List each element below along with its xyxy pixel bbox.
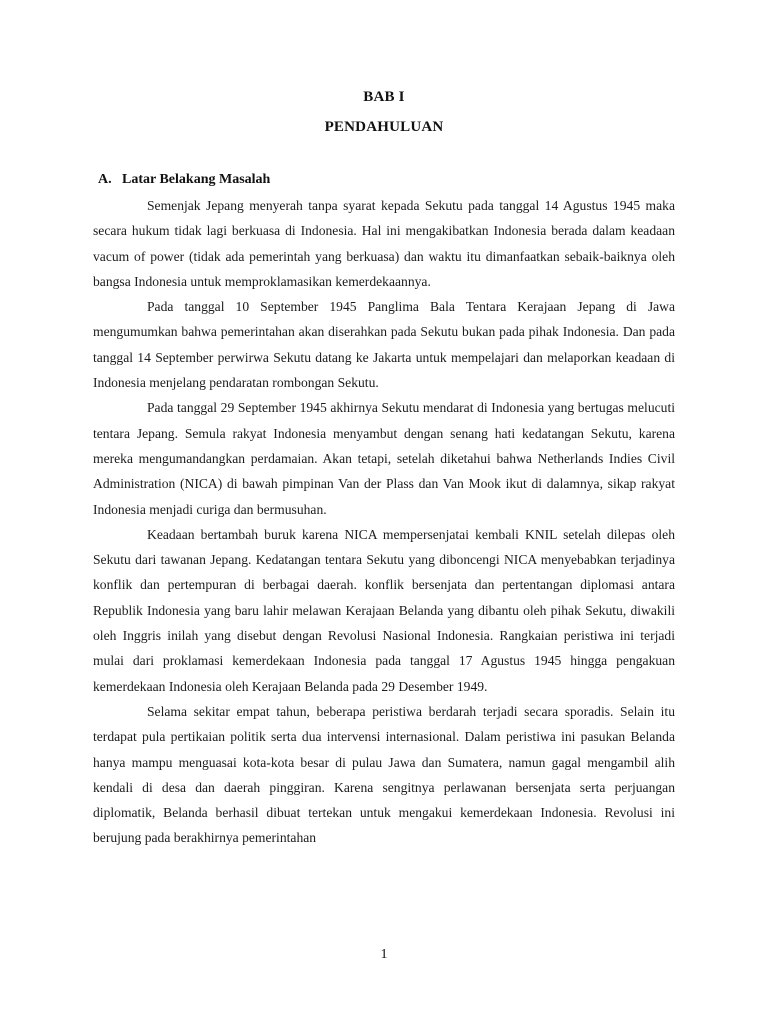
body-text [93, 193, 675, 851]
section-title: Latar Belakang Masalah [122, 172, 271, 187]
paragraph: Semenjak Jepang menyerah tanpa syarat kepada Sekutu pada tanggal 14 Agustus 1945 maka secara hukum tidak lagi berkuasa di Indonesia. Hal ini mengakibatkan Indonesia berada dalam keadaan vacum of power (tidak ada pemerintah yang berkuasa) dan waktu itu dimanfaatkan sebaik-baiknya oleh bangsa Indonesia untuk memproklamasikan kemerdekaannya. [93, 198, 675, 289]
section-heading [98, 172, 270, 188]
paragraph: Pada tanggal 29 September 1945 akhirnya Sekutu mendarat di Indonesia yang bertugas melucuti tentara Jepang. Semula rakyat Indonesia menyambut dengan senang hati kedatangan Sekutu, karena mereka mengumandangkan perdamaian. Akan tetapi, setelah diketahui bahwa Netherlands Indies Civil Administration (NICA) di bawah pimpinan Van der Plass dan Van Mook ikut di dalamnya, sikap rakyat Indonesia menjadi curiga dan bermusuhan. [93, 400, 675, 517]
page-number: 1 [380, 947, 388, 962]
chapter-title: PENDAHULUAN [324, 119, 444, 135]
paragraph: Selama sekitar empat tahun, beberapa peristiwa berdarah terjadi secara sporadis. Selain itu terdapat pula pertikaian politik serta dua intervensi internasional. Dalam peristiwa ini pasukan Belanda hanya mampu menguasai kota-kota besar di pulau Jawa dan Sumatera, namun gagal mengambil alih kendali di desa dan daerah pinggiran. Karena sengitnya perlawanan bersenjata serta perjuangan diplomatik, Belanda berhasil dibuat tertekan untuk mengakui kemerdekaan Indonesia. Revolusi ini berujung pada berakhirnya pemerintahan [93, 703, 675, 846]
paragraph: Pada tanggal 10 September 1945 Panglima Bala Tentara Kerajaan Jepang di Jawa mengumumkan bahwa pemerintahan akan diserahkan pada Sekutu bukan pada pihak Indonesia. Dan pada tanggal 14 September perwirwa Sekutu datang ke Jakarta untuk mempelajari dan melaporkan keadaan di Indonesia menjelang pendaratan rombongan Sekutu. [93, 299, 675, 391]
paragraph: Keadaan bertambah buruk karena NICA mempersenjatai kembali KNIL setelah dilepas oleh Sekutu dari tawanan Jepang. Kedatangan tentara Sekutu yang diboncengi NICA menyebabkan terjadinya konflik dan pertempuran di berbagai daerah. konflik bersenjata dan pertentangan diplomasi antara Republik Indonesia yang baru lahir melawan Kerajaan Belanda yang dibantu oleh pihak Sekutu, diwakili oleh Inggris inilah yang disebut dengan Revolusi Nasional Indonesia. Rangkaian peristiwa ini terjadi mulai dari proklamasi kemerdekaan Indonesia pada tanggal 17 Agustus 1945 hingga pengakuan kemerdekaan Indonesia oleh Kerajaan Belanda pada 29 Desember 1949. [93, 526, 675, 694]
section-marker: A. [98, 172, 112, 187]
chapter-number: BAB I [363, 89, 405, 105]
